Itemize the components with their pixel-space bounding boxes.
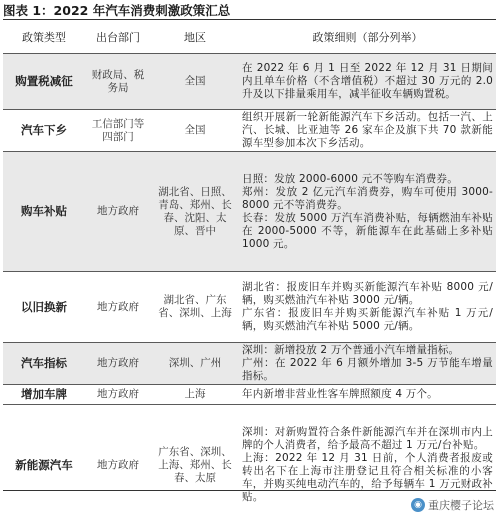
row-area: 广东省、深圳、上海、郑州、长春、太原 [151,405,239,525]
row-type: 购置税减征 [3,54,85,110]
row-detail [239,110,496,152]
detail-line: 广州：在 2022 年 6 月额外增加 3-5 万节能车增量指标。 [242,357,493,383]
watermark [411,497,494,513]
row-dept: 工信部门等四部门 [85,110,151,152]
header-type: 政策类型 [3,21,85,54]
table-row [3,110,496,152]
row-area: 全国 [151,54,239,110]
figure-title: 图表 1：2022 年汽车消费刺激政策汇总 [3,1,230,19]
policy-table [3,21,496,525]
row-area: 深圳、广州 [151,343,239,385]
bottom-rule [3,490,496,491]
row-detail [239,54,496,110]
row-type: 汽车下乡 [3,110,85,152]
watermark-text: 重庆樱子论坛 [428,497,494,513]
table-header-row [3,21,496,54]
detail-line: 上海：2022 年 12 月 31 日前，个人消费者报废或转出名下在上海市注册登记且符合相关标准的小客车，并购买纯电动汽车的，给予每辆车 1 万元财政补贴。 [242,452,493,504]
row-area: 湖北省、日照、青岛、郑州、长春、沈阳、太原、晋中 [151,152,239,272]
detail-line: 年内新增非营业性客车牌照额度 4 万个。 [242,388,493,401]
row-type: 汽车指标 [3,343,85,385]
detail-line: 广东省：报废旧车并购买新能源汽车补贴 1 万元/辆，购买燃油汽车补贴 5000 元/辆。 [242,307,493,333]
row-area: 全国 [151,110,239,152]
header-detail: 政策细则（部分列举） [239,21,496,54]
row-dept: 地方政府 [85,405,151,525]
detail-line: 郑州：发放 2 亿元汽车消费券，购车可使用 3000-8000 元不等消费券。 [242,186,493,212]
row-dept: 地方政府 [85,152,151,272]
row-dept: 地方政府 [85,272,151,343]
row-type: 增加车牌 [3,385,85,405]
detail-line: 日照：发放 2000-6000 元不等购车消费券。 [242,173,493,186]
detail-line: 在 2022 年 6 月 1 日至 2022 年 12 月 31 日期间内且单车价格（不含增值税）不超过 30 万元的 2.0 升及以下排量乘用车，减半征收车辆购置税。 [242,62,493,101]
detail-line: 组织开展新一轮新能源汽车下乡活动。包括一汽、上汽、长城、比亚迪等 26 家车企及旗下共 70 款新能源车型参加本次下乡活动。 [242,111,493,150]
detail-line: 深圳：对新购置符合条件新能源汽车并在深圳市内上牌的个人消费者，给予最高不超过 1 万元/台补贴。 [242,426,493,452]
header-area: 地区 [151,21,239,54]
row-detail [239,152,496,272]
row-type: 新能源汽车 [3,405,85,525]
row-detail [239,343,496,385]
row-detail [239,385,496,405]
header-dept: 出台部门 [85,21,151,54]
wechat-icon: ◉ [411,498,425,512]
detail-line: 湖北省：报废旧车并购买新能源汽车补贴 8000 元/辆，购买燃油汽车补贴 3000 元/辆。 [242,281,493,307]
row-type: 以旧换新 [3,272,85,343]
row-type: 购车补贴 [3,152,85,272]
table-row [3,385,496,405]
detail-line: 深圳：新增投放 2 万个普通小汽车增量指标。 [242,344,493,357]
detail-line: 长春：发放 5000 万汽车消费补贴，每辆燃油车补贴在 2000-5000 不等，新能源车在此基础上多补贴 1000 元。 [242,212,493,251]
top-rule [3,19,496,20]
row-detail [239,272,496,343]
row-dept: 地方政府 [85,385,151,405]
row-dept: 财政局、税务局 [85,54,151,110]
row-area: 上海 [151,385,239,405]
table-row [3,343,496,385]
table-row [3,272,496,343]
table-row [3,54,496,110]
row-area: 湖北省、广东省、深圳、上海 [151,272,239,343]
table-row [3,152,496,272]
row-dept: 地方政府 [85,343,151,385]
